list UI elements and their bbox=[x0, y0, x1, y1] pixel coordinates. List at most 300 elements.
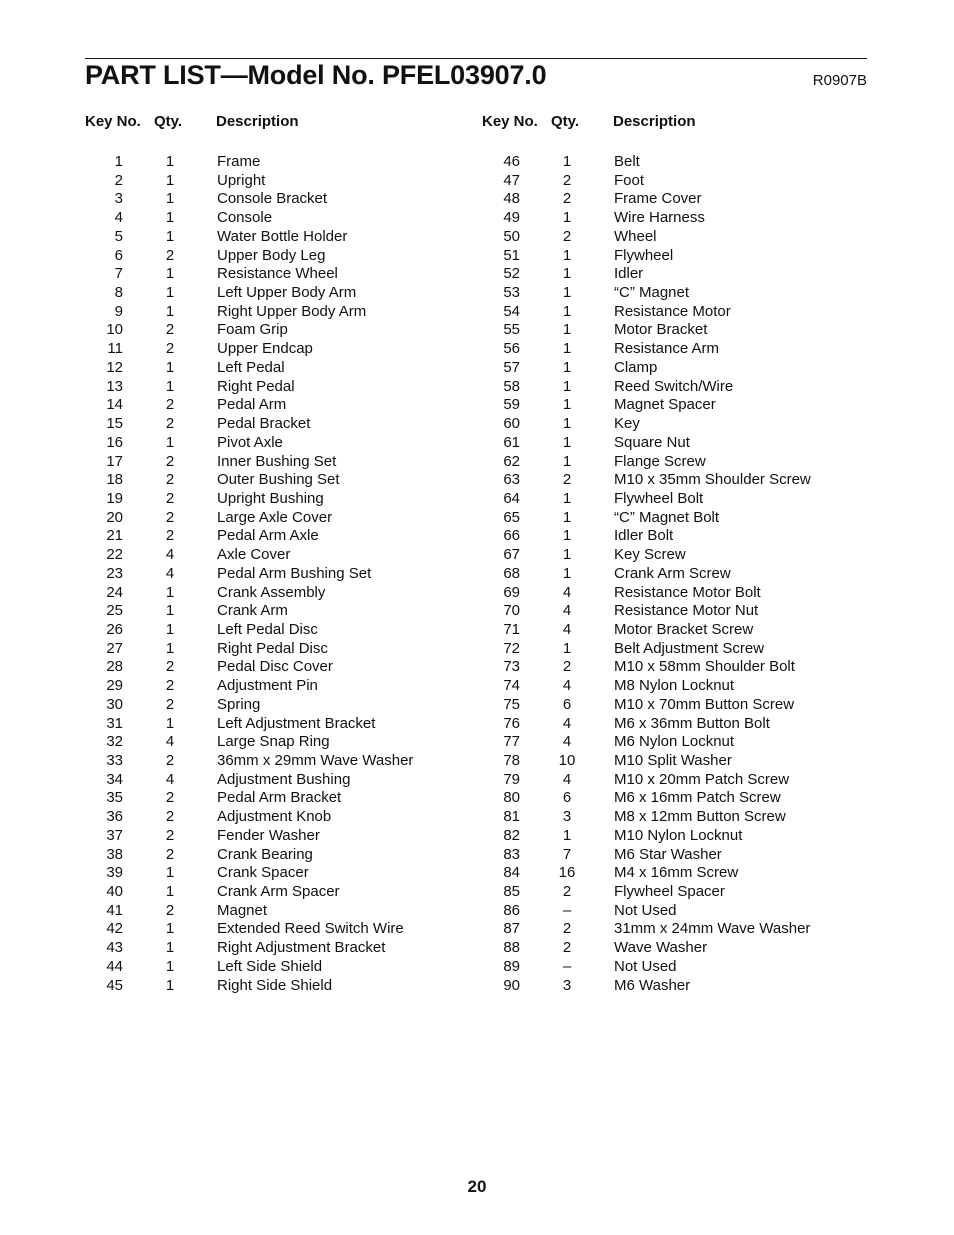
part-row bbox=[482, 265, 862, 284]
part-row bbox=[482, 509, 862, 528]
part-key-no: 59 bbox=[503, 396, 520, 414]
part-row bbox=[85, 864, 465, 883]
part-key-no: 39 bbox=[106, 864, 123, 882]
part-row bbox=[85, 846, 465, 865]
part-key-no: 33 bbox=[106, 752, 123, 769]
part-key-no: 24 bbox=[106, 583, 123, 601]
part-row bbox=[85, 883, 465, 902]
part-description: Resistance Motor Bolt bbox=[614, 583, 761, 601]
part-row bbox=[482, 602, 862, 621]
part-row bbox=[482, 434, 862, 453]
part-row bbox=[85, 190, 465, 209]
part-qty: 4 bbox=[562, 714, 572, 732]
part-description: Clamp bbox=[614, 358, 658, 376]
part-qty: 1 bbox=[562, 564, 572, 582]
part-qty: 2 bbox=[165, 340, 175, 358]
part-key-no: 66 bbox=[503, 527, 520, 545]
part-description: Pedal Disc Cover bbox=[217, 658, 333, 676]
part-qty: 4 bbox=[165, 546, 175, 564]
part-qty: 1 bbox=[562, 153, 572, 170]
part-description: Outer Bushing Set bbox=[217, 471, 340, 489]
part-description: Crank Arm bbox=[217, 602, 288, 620]
part-key-no: 71 bbox=[503, 620, 520, 638]
part-description: Axle Cover bbox=[217, 546, 291, 564]
part-qty: 1 bbox=[165, 939, 175, 957]
part-key-no: 87 bbox=[503, 920, 520, 938]
part-key-no: 5 bbox=[114, 227, 123, 245]
part-description: Flywheel Bolt bbox=[614, 489, 704, 507]
part-key-no: 38 bbox=[106, 845, 123, 863]
part-row bbox=[85, 546, 465, 565]
part-description: Right Pedal Disc bbox=[217, 639, 328, 657]
part-qty: 2 bbox=[165, 695, 175, 713]
part-description: Flange Screw bbox=[614, 452, 706, 470]
part-row bbox=[482, 247, 862, 266]
part-row bbox=[482, 658, 862, 677]
part-row bbox=[85, 958, 465, 977]
part-description: Resistance Arm bbox=[614, 340, 720, 358]
part-description: Pedal Arm bbox=[217, 396, 287, 414]
part-description: Left Side Shield bbox=[217, 957, 323, 975]
part-description: Large Axle Cover bbox=[217, 508, 333, 526]
part-row bbox=[482, 883, 862, 902]
part-key-no: 31 bbox=[106, 714, 123, 732]
part-key-no: 70 bbox=[503, 602, 520, 620]
part-description: Magnet bbox=[217, 901, 268, 919]
part-row bbox=[482, 846, 862, 865]
part-row bbox=[482, 527, 862, 546]
part-row bbox=[85, 378, 465, 397]
part-key-no: 55 bbox=[503, 321, 520, 339]
part-description: Key Screw bbox=[614, 546, 686, 564]
part-description: Key bbox=[614, 415, 640, 433]
part-key-no: 37 bbox=[106, 826, 123, 844]
part-key-no: 53 bbox=[503, 284, 520, 302]
part-description: M6 Washer bbox=[614, 976, 691, 994]
part-key-no: 43 bbox=[106, 939, 123, 957]
part-key-no: 90 bbox=[503, 976, 520, 994]
part-key-no: 27 bbox=[106, 639, 123, 657]
part-qty: 1 bbox=[562, 396, 572, 414]
part-row bbox=[85, 359, 465, 378]
part-key-no: 57 bbox=[503, 358, 520, 376]
part-qty: 2 bbox=[165, 789, 175, 807]
part-description: “C” Magnet Bolt bbox=[614, 508, 720, 526]
part-row bbox=[85, 415, 465, 434]
part-qty: 2 bbox=[562, 939, 572, 957]
part-qty: 1 bbox=[165, 602, 175, 620]
part-qty: 3 bbox=[562, 976, 572, 994]
part-row bbox=[85, 303, 465, 322]
part-qty: 1 bbox=[165, 864, 175, 882]
part-key-no: 15 bbox=[106, 415, 123, 433]
part-description: Upper Endcap bbox=[217, 340, 313, 358]
part-row bbox=[482, 827, 862, 846]
part-qty: 1 bbox=[165, 639, 175, 657]
part-description: Flywheel bbox=[614, 246, 674, 264]
part-description: Foot bbox=[614, 171, 645, 189]
part-description: Resistance Motor bbox=[614, 302, 731, 320]
part-description: Pedal Arm Bushing Set bbox=[217, 564, 372, 582]
part-description: Upper Body Leg bbox=[217, 246, 326, 264]
part-row bbox=[85, 640, 465, 659]
part-qty: 1 bbox=[165, 171, 175, 189]
part-description: Belt Adjustment Screw bbox=[614, 639, 765, 657]
part-qty: 2 bbox=[562, 227, 572, 245]
part-key-no: 18 bbox=[106, 471, 123, 489]
part-qty: 6 bbox=[562, 695, 572, 713]
part-description: M8 x 12mm Button Screw bbox=[614, 808, 786, 826]
part-qty: 10 bbox=[558, 752, 576, 769]
part-description: Left Adjustment Bracket bbox=[217, 714, 376, 732]
part-qty: 1 bbox=[165, 227, 175, 245]
part-key-no: 4 bbox=[114, 209, 123, 227]
part-row bbox=[482, 939, 862, 958]
part-key-no: 16 bbox=[106, 433, 123, 451]
part-key-no: 52 bbox=[503, 265, 520, 283]
part-key-no: 21 bbox=[106, 527, 123, 545]
part-row bbox=[482, 153, 862, 172]
part-description: Square Nut bbox=[614, 433, 690, 451]
part-description: M4 x 16mm Screw bbox=[614, 864, 739, 882]
part-row bbox=[85, 321, 465, 340]
part-qty: 1 bbox=[165, 190, 175, 208]
part-row bbox=[85, 396, 465, 415]
part-row bbox=[482, 340, 862, 359]
part-row bbox=[85, 509, 465, 528]
part-key-no: 85 bbox=[503, 883, 520, 901]
part-description: Crank Arm Screw bbox=[614, 564, 731, 582]
part-key-no: 58 bbox=[503, 377, 520, 395]
part-qty: 7 bbox=[562, 845, 572, 863]
part-key-no: 56 bbox=[503, 340, 520, 358]
part-description: Crank Bearing bbox=[217, 845, 313, 863]
part-key-no: 41 bbox=[106, 901, 123, 919]
header-description: Description bbox=[216, 113, 299, 130]
part-description: Inner Bushing Set bbox=[217, 452, 337, 470]
part-description: Flywheel Spacer bbox=[614, 883, 725, 901]
part-qty: 2 bbox=[165, 246, 175, 264]
part-row bbox=[482, 733, 862, 752]
part-qty: 1 bbox=[165, 620, 175, 638]
part-qty: – bbox=[562, 957, 572, 975]
part-description: Wire Harness bbox=[614, 209, 705, 227]
part-row bbox=[85, 340, 465, 359]
part-row bbox=[85, 602, 465, 621]
part-row bbox=[482, 546, 862, 565]
part-qty: 1 bbox=[562, 377, 572, 395]
part-key-no: 49 bbox=[503, 209, 520, 227]
part-qty: 2 bbox=[562, 883, 572, 901]
part-key-no: 45 bbox=[106, 976, 123, 994]
part-row bbox=[85, 752, 465, 771]
part-key-no: 23 bbox=[106, 564, 123, 582]
part-key-no: 82 bbox=[503, 826, 520, 844]
part-row bbox=[85, 977, 465, 996]
part-qty: 1 bbox=[562, 284, 572, 302]
part-qty: 1 bbox=[165, 265, 175, 283]
part-key-no: 30 bbox=[106, 695, 123, 713]
part-description: Upright bbox=[217, 171, 266, 189]
part-description: Water Bottle Holder bbox=[217, 227, 348, 245]
part-row bbox=[85, 771, 465, 790]
part-description: Frame Cover bbox=[614, 190, 702, 208]
part-key-no: 2 bbox=[114, 171, 123, 189]
part-qty: 1 bbox=[562, 452, 572, 470]
part-qty: 1 bbox=[562, 246, 572, 264]
part-row bbox=[482, 696, 862, 715]
part-key-no: 79 bbox=[503, 770, 520, 788]
part-qty: 4 bbox=[562, 677, 572, 695]
part-description: Left Pedal bbox=[217, 358, 285, 376]
part-row bbox=[85, 471, 465, 490]
part-description: Wave Washer bbox=[614, 939, 708, 957]
part-qty: – bbox=[562, 901, 572, 919]
part-qty: 6 bbox=[562, 789, 572, 807]
part-description: Pivot Axle bbox=[217, 433, 283, 451]
part-row bbox=[482, 396, 862, 415]
part-description: Pedal Arm Bracket bbox=[217, 789, 342, 807]
part-qty: 1 bbox=[165, 920, 175, 938]
part-qty: 1 bbox=[165, 883, 175, 901]
part-row bbox=[85, 733, 465, 752]
part-key-no: 64 bbox=[503, 489, 520, 507]
part-key-no: 36 bbox=[106, 808, 123, 826]
part-qty: 2 bbox=[165, 489, 175, 507]
part-qty: 1 bbox=[165, 358, 175, 376]
part-qty: 2 bbox=[165, 396, 175, 414]
part-qty: 1 bbox=[562, 321, 572, 339]
part-row bbox=[482, 378, 862, 397]
part-description: Resistance Wheel bbox=[217, 265, 338, 283]
part-key-no: 89 bbox=[503, 957, 520, 975]
part-qty: 1 bbox=[165, 377, 175, 395]
part-row bbox=[85, 920, 465, 939]
part-description: Adjustment Bushing bbox=[217, 770, 351, 788]
part-row bbox=[85, 209, 465, 228]
part-qty: 2 bbox=[165, 452, 175, 470]
part-description: Motor Bracket Screw bbox=[614, 620, 754, 638]
part-row bbox=[482, 808, 862, 827]
part-row bbox=[482, 958, 862, 977]
part-qty: 2 bbox=[165, 658, 175, 676]
part-description: 31mm x 24mm Wave Washer bbox=[614, 920, 811, 938]
part-key-no: 54 bbox=[503, 302, 520, 320]
part-qty: 1 bbox=[165, 433, 175, 451]
part-key-no: 77 bbox=[503, 733, 520, 751]
part-row bbox=[482, 209, 862, 228]
part-key-no: 81 bbox=[503, 808, 520, 826]
part-description: M10 Split Washer bbox=[614, 752, 732, 769]
part-description: Wheel bbox=[614, 227, 657, 245]
part-key-no: 84 bbox=[503, 864, 520, 882]
part-qty: 1 bbox=[165, 583, 175, 601]
part-row bbox=[85, 696, 465, 715]
part-qty: 2 bbox=[165, 826, 175, 844]
part-description: Pedal Bracket bbox=[217, 415, 311, 433]
part-qty: 1 bbox=[562, 265, 572, 283]
part-key-no: 88 bbox=[503, 939, 520, 957]
part-row bbox=[85, 434, 465, 453]
part-row bbox=[482, 284, 862, 303]
part-qty: 2 bbox=[562, 190, 572, 208]
part-row bbox=[482, 640, 862, 659]
part-row bbox=[482, 190, 862, 209]
part-key-no: 48 bbox=[503, 190, 520, 208]
part-description: M6 Star Washer bbox=[614, 845, 722, 863]
part-key-no: 63 bbox=[503, 471, 520, 489]
page-number: 20 bbox=[467, 1177, 487, 1196]
part-row bbox=[85, 658, 465, 677]
part-row bbox=[85, 902, 465, 921]
part-key-no: 67 bbox=[503, 546, 520, 564]
part-key-no: 25 bbox=[106, 602, 123, 620]
part-description: Right Adjustment Bracket bbox=[217, 939, 386, 957]
part-qty: 3 bbox=[562, 808, 572, 826]
part-description: 36mm x 29mm Wave Washer bbox=[217, 752, 414, 769]
part-qty: 1 bbox=[165, 284, 175, 302]
part-key-no: 20 bbox=[106, 508, 123, 526]
part-description: M6 x 16mm Patch Screw bbox=[614, 789, 781, 807]
part-key-no: 32 bbox=[106, 733, 123, 751]
part-description: Left Pedal Disc bbox=[217, 620, 318, 638]
part-key-no: 40 bbox=[106, 883, 123, 901]
part-row bbox=[482, 977, 862, 996]
part-description: Crank Arm Spacer bbox=[217, 883, 340, 901]
part-key-no: 83 bbox=[503, 845, 520, 863]
part-qty: 1 bbox=[562, 489, 572, 507]
part-row bbox=[482, 902, 862, 921]
part-key-no: 74 bbox=[503, 677, 520, 695]
part-row bbox=[482, 715, 862, 734]
part-key-no: 65 bbox=[503, 508, 520, 526]
part-qty: 1 bbox=[165, 153, 175, 170]
header-key-no: Key No. bbox=[85, 113, 141, 130]
part-key-no: 3 bbox=[114, 190, 123, 208]
part-row bbox=[85, 939, 465, 958]
header-key-no: Key No. bbox=[482, 113, 538, 130]
part-description: Reed Switch/Wire bbox=[614, 377, 734, 395]
part-qty: 4 bbox=[165, 733, 175, 751]
part-key-no: 61 bbox=[503, 433, 520, 451]
document-code: R0907B bbox=[812, 72, 867, 89]
part-row bbox=[482, 471, 862, 490]
part-description: M10 x 58mm Shoulder Bolt bbox=[614, 658, 795, 676]
part-description: Console bbox=[217, 209, 273, 227]
part-qty: 1 bbox=[165, 302, 175, 320]
part-description: Console Bracket bbox=[217, 190, 328, 208]
part-description: Belt bbox=[614, 153, 640, 170]
part-key-no: 42 bbox=[106, 920, 123, 938]
part-row bbox=[85, 584, 465, 603]
part-description: Foam Grip bbox=[217, 321, 288, 339]
part-description: Resistance Motor Nut bbox=[614, 602, 759, 620]
part-qty: 2 bbox=[165, 808, 175, 826]
part-row bbox=[482, 228, 862, 247]
part-description: Spring bbox=[217, 695, 261, 713]
part-qty: 4 bbox=[165, 564, 175, 582]
header-description: Description bbox=[613, 113, 696, 130]
part-description: Right Pedal bbox=[217, 377, 295, 395]
part-qty: 1 bbox=[165, 714, 175, 732]
part-row bbox=[85, 527, 465, 546]
part-qty: 1 bbox=[562, 302, 572, 320]
part-row bbox=[482, 752, 862, 771]
part-key-no: 60 bbox=[503, 415, 520, 433]
part-row bbox=[85, 715, 465, 734]
part-description: Crank Assembly bbox=[217, 583, 326, 601]
part-row bbox=[482, 584, 862, 603]
part-key-no: 11 bbox=[107, 340, 123, 358]
part-qty: 2 bbox=[562, 471, 572, 489]
part-key-no: 46 bbox=[503, 153, 520, 170]
part-qty: 2 bbox=[165, 752, 175, 769]
part-key-no: 29 bbox=[106, 677, 123, 695]
part-row bbox=[482, 453, 862, 472]
part-qty: 1 bbox=[562, 415, 572, 433]
part-row bbox=[482, 303, 862, 322]
part-key-no: 6 bbox=[114, 246, 123, 264]
part-description: M6 Nylon Locknut bbox=[614, 733, 735, 751]
part-row bbox=[482, 490, 862, 509]
part-key-no: 26 bbox=[106, 620, 123, 638]
part-description: Frame bbox=[217, 153, 261, 170]
part-row bbox=[85, 228, 465, 247]
part-description: Left Upper Body Arm bbox=[217, 284, 357, 302]
part-qty: 4 bbox=[562, 770, 572, 788]
part-key-no: 1 bbox=[114, 153, 123, 170]
part-description: Idler bbox=[614, 265, 644, 283]
part-row bbox=[85, 490, 465, 509]
part-qty: 16 bbox=[558, 864, 576, 882]
part-qty: 1 bbox=[165, 209, 175, 227]
part-key-no: 62 bbox=[503, 452, 520, 470]
part-description: Right Side Shield bbox=[217, 976, 333, 994]
part-row bbox=[482, 864, 862, 883]
part-row bbox=[85, 677, 465, 696]
part-description: “C” Magnet bbox=[614, 284, 690, 302]
part-qty: 2 bbox=[165, 677, 175, 695]
part-row bbox=[482, 621, 862, 640]
part-description: Large Snap Ring bbox=[217, 733, 330, 751]
part-description: Magnet Spacer bbox=[614, 396, 716, 414]
part-row bbox=[85, 453, 465, 472]
part-key-no: 8 bbox=[114, 284, 123, 302]
part-qty: 1 bbox=[562, 433, 572, 451]
part-row bbox=[482, 172, 862, 191]
page-title: PART LIST—Model No. PFEL03907.0 bbox=[85, 60, 547, 90]
part-row bbox=[482, 359, 862, 378]
part-description: Right Upper Body Arm bbox=[217, 302, 367, 320]
part-qty: 2 bbox=[165, 845, 175, 863]
part-qty: 4 bbox=[562, 620, 572, 638]
part-row bbox=[85, 565, 465, 584]
part-qty: 4 bbox=[165, 770, 175, 788]
header-qty: Qty. bbox=[154, 113, 183, 130]
part-key-no: 10 bbox=[106, 321, 123, 339]
part-qty: 2 bbox=[562, 920, 572, 938]
part-row bbox=[482, 565, 862, 584]
part-row bbox=[482, 771, 862, 790]
part-description: Idler Bolt bbox=[614, 527, 674, 545]
part-description: M10 x 20mm Patch Screw bbox=[614, 770, 790, 788]
part-description: Extended Reed Switch Wire bbox=[217, 920, 404, 938]
part-key-no: 19 bbox=[106, 489, 123, 507]
part-qty: 1 bbox=[562, 826, 572, 844]
part-row bbox=[85, 265, 465, 284]
part-qty: 1 bbox=[165, 957, 175, 975]
part-key-no: 9 bbox=[114, 302, 123, 320]
